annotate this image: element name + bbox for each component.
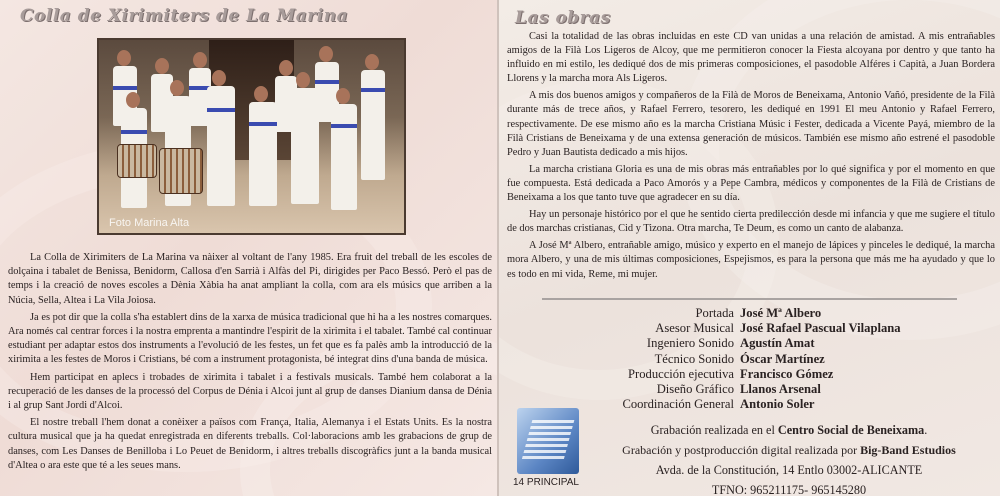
paragraph: A mis dos buenos amigos y compañeros de la Filà de Moros de Beneixama, Antonio Vañó, presidente de la Filà durante más de trece años, y Rafael Ferrero, tesorero, les dediqué en 1991 El meu Antonio y Rafael Ferrero, respectivamente. De ese mismo año es la marcha Cristiana Músic i Fester, dedicada a Vicente Payá, miembro de la Filà Cristians de Beneixama y de una extensa generación de músicos. También ese mismo año estrené el pasodoble Pedro y Juan Bautista dedicado a mis hijos.: [507, 90, 995, 158]
credit-role: Ingeniero Sonido: [646, 336, 734, 351]
left-page: [0, 0, 497, 496]
credit-name: Francisco Gómez: [740, 366, 834, 381]
page-title: Colla de Xirimiters de La Marina: [20, 6, 349, 26]
credit-role: Portada: [695, 306, 734, 320]
credit-row: [499, 321, 979, 336]
credit-row: [499, 367, 979, 382]
credit-name: José Rafael Pascual Vilaplana: [740, 321, 901, 336]
studio-info: [599, 420, 979, 496]
credit-role: Asesor Musical: [655, 321, 734, 336]
postproduction-line: Grabación y postproducción digital realizada por Big-Band Estudios: [622, 443, 956, 457]
paragraph: La marcha cristiana Gloria es una de mis obras más entrañables por lo qué significa y por el momento en que fue compuesta. Está dedicada a Paco Amorós y a Pepe Cambra, médicos y componentes de la Filà de Cristians de Beneixama a los que tanto tuve que agradecer en su día.: [507, 163, 995, 204]
studio-logo-icon: [517, 408, 579, 474]
credit-row: [499, 306, 979, 321]
credit-name: Antonio Soler: [740, 397, 815, 412]
photo-caption: Foto Marina Alta: [109, 217, 190, 229]
paragraph: Ja es pot dir que la colla s'ha establert dins de la xarxa de música tradicional que hi ha a les nostres comarques. Ara només cal centrar forces i la nostra emprenta a mantindre l'espirit de la xirimita i el tabalet. També cal continuar estudiant per adaptar estos dos instruments a l'evolució de les festes, un fet que es fa palès amb la introducció de la xirimita a les festes de Moros i Cristians, bé com a instrument protagonista, bé integrat dins d'una banda de música.: [8, 311, 492, 366]
page-title: Las obras: [515, 8, 611, 28]
credit-row: [499, 382, 979, 397]
paragraph: La Colla de Xirimiters de La Marina va nàixer al voltant de l'any 1985. Era fruit del treball de les escoles de dolçaina i tabalet de Benissa, Benidorm, Callosa d'en Sarrià i Alfàs del Pi, dirigides per Paco Bessó. Però el pas de temps i la creació de noves escoles a Dènia Xàbia ha anat ampliant la colla, com ara els músics que arriben a la Núcia, Sella, Altea i La Vila Joiosa.: [8, 252, 492, 306]
credit-row: [499, 352, 979, 367]
credit-name: José Mª Albero: [740, 306, 822, 320]
credit-role: Técnico Sonido: [654, 351, 734, 366]
paragraph: Hay un personaje histórico por el que he sentido cierta predilección desde mi infancia y que me sugiere el título de dos marchas cristianas, Cid y Tizona. Otra marcha, Te Deum, es como un canto de alabanza.: [507, 209, 995, 235]
paragraph: Hem participat en aplecs i trobades de xirimita i tabalet i a festivals musicals. També hem colaborat a la recuperació de les danses de la processó del Corpus de Dénia i Alcoi junt al grup de danses Dianium dansa de Dénia i al grup Sant Jordi d'Alcoi.: [8, 371, 492, 412]
logo-label: 14 PRINCIPAL: [513, 477, 579, 488]
recording-line: Grabación realizada en el Centro Social de Beneixama.: [650, 423, 928, 437]
credit-name: Llanos Arsenal: [740, 382, 821, 397]
credit-role: Diseño Gráfico: [656, 382, 734, 397]
paragraph: Casi la totalidad de las obras incluidas en este CD van unidas a una relación de amistad. A mis entrañables amigos de la Filà Los Ligeros de Alcoy, que me permitieron conocer la Fiesta alcoyana por dentro y que tanto ha influido en mi estilo, les dediqué dos de mis primeras composiciones, el pasodoble Alféres i Capità, a Juan Bordera Llorens y la marcha mora Als Ligeros.: [507, 31, 995, 85]
credits-list: [499, 306, 979, 412]
credit-name: Óscar Martínez: [740, 351, 825, 366]
band-photo: [97, 38, 406, 235]
drum: [117, 144, 157, 178]
credit-role: Producción ejecutiva: [628, 366, 734, 381]
paragraph: El nostre treball l'hem donat a conèixer a països com França, Italia, Alemanya i el Estats Units. Es la nostra cultura musical que ja ha quedat enregistrada en diferents treballs. Col·laboracions amb les grabacions de grup de danses, com Les Danses de Benilloba i Lo Peuet de Benidorm, i altres treballs discogràfics junt a la banda musical d'Altea o ara este que té a les seues mans.: [8, 417, 492, 471]
drum: [159, 148, 203, 194]
studio-name: Big-Band Estudios: [860, 443, 956, 457]
right-page: [499, 0, 1000, 496]
left-body-text: [8, 251, 492, 476]
credit-role: Coordinación General: [622, 397, 734, 412]
credit-row: [499, 336, 979, 351]
credit-name: Agustín Amat: [740, 336, 815, 351]
studio-address: Avda. de la Constitución, 14 Entlo 03002-ALICANTE: [655, 463, 923, 477]
studio-phone: TFNO: 965211175- 965145280: [711, 483, 867, 496]
right-body-text: [507, 30, 995, 282]
paragraph: A José Mª Albero, entrañable amigo, músico y experto en el manejo de lápices y pinceles le dediqué, la marcha mora Albero, y una de mis últimas composiciones, Espejismos, es para la persona que más me ha ayudado y que lo es todo en mi vida, Reme, mi mujer.: [507, 240, 995, 280]
divider: [542, 298, 957, 300]
recording-venue: Centro Social de Beneixama: [777, 423, 925, 437]
